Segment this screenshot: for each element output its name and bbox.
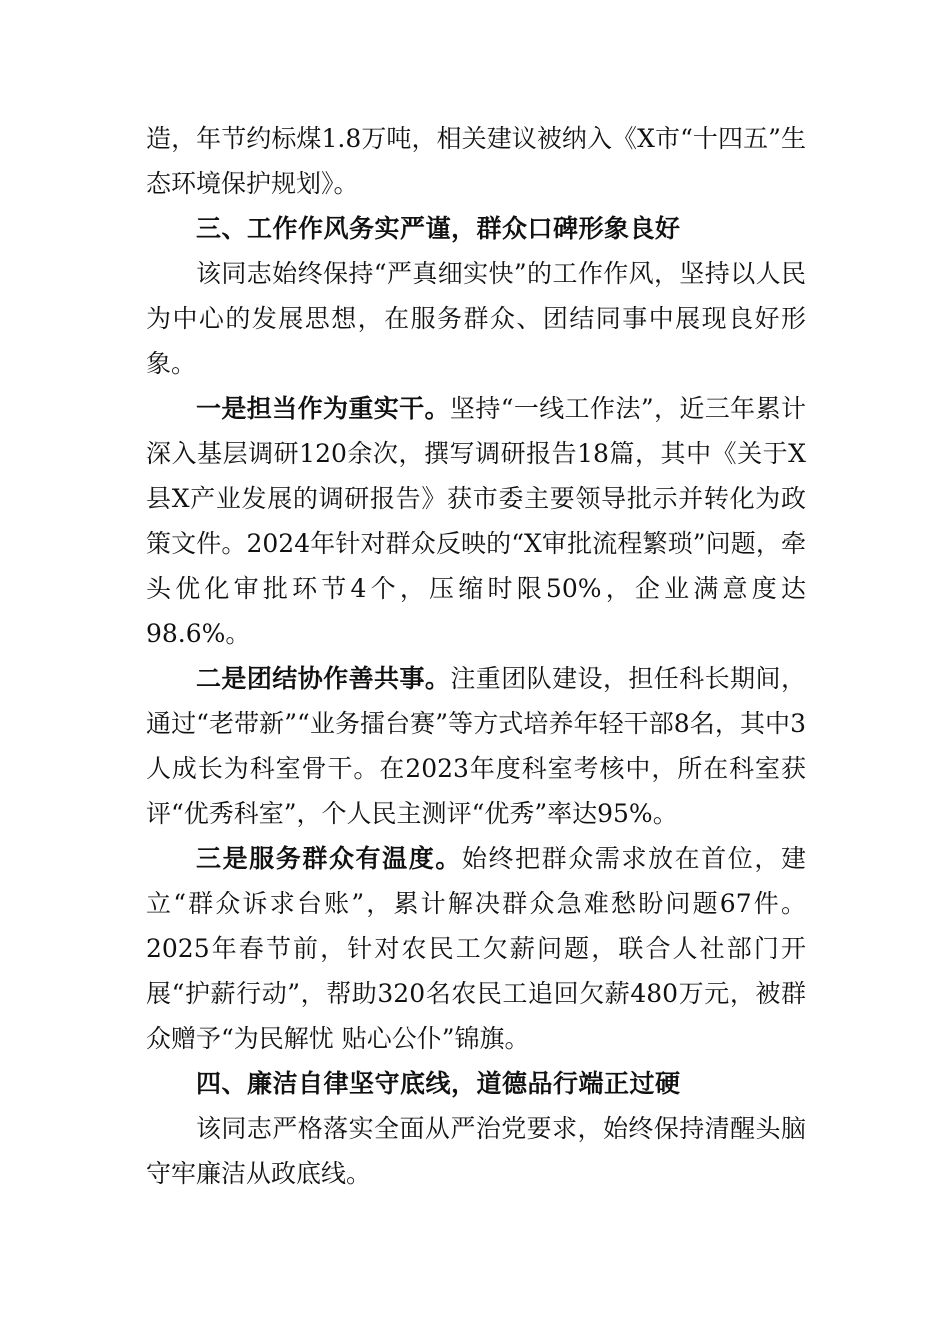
item-1-body: 坚持“一线工作法”，近三年累计深入基层调研120余次，撰写调研报告18篇，其中《关于X县X产业发展的调研报告》获市委主要领导批示并转化为政策文件。2024年针对群众反映的“X审批流程繁琐”问题，牵头优化审批环节4个，压缩时限50%，企业满意度达98.6%。 xyxy=(146,394,806,648)
item-3-body: 始终把群众需求放在首位，建立“群众诉求台账”，累计解决群众急难愁盼问题67件。2025年春节前，针对农民工欠薪问题，联合人社部门开展“护薪行动”，帮助320名农民工追回欠薪480万元，被群众赠予“为民解忧 贴心公仆”锦旗。 xyxy=(146,844,806,1053)
section-3-intro: 该同志始终保持“严真细实快”的工作作风，坚持以人民为中心的发展思想，在服务群众、团结同事中展现良好形象。 xyxy=(146,259,806,378)
document-body xyxy=(146,116,806,1196)
paragraph-continuation: 造，年节约标煤1.8万吨，相关建议被纳入《X市“十四五”生态环境保护规划》。 xyxy=(146,124,806,198)
section-4-intro: 该同志严格落实全面从严治党要求，始终保持清醒头脑守牢廉洁从政底线。 xyxy=(146,1114,806,1188)
item-2-lead: 二是团结协作善共事。 xyxy=(196,664,451,693)
section-heading-4: 四、廉洁自律坚守底线，道德品行端正过硬 xyxy=(196,1069,681,1098)
section-heading-3: 三、工作作风务实严谨，群众口碑形象良好 xyxy=(196,214,681,243)
section-3-item-3 xyxy=(146,836,806,1061)
item-2-body: 注重团队建设，担任科长期间，通过“老带新”“业务擂台赛”等方式培养年轻干部8名，其中3人成长为科室骨干。在2023年度科室考核中，所在科室获评“优秀科室”，个人民主测评“优秀”率达95%。 xyxy=(146,664,806,828)
item-3-lead: 三是服务群众有温度。 xyxy=(196,844,462,873)
section-3-item-2 xyxy=(146,656,806,836)
section-3-item-1 xyxy=(146,386,806,656)
item-1-lead: 一是担当作为重实干。 xyxy=(196,394,450,423)
